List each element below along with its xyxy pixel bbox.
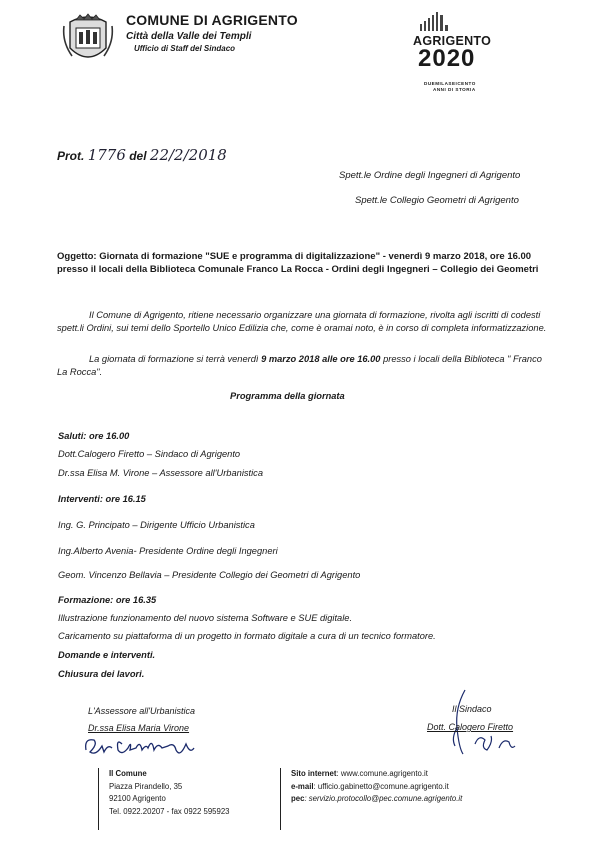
protocol-line: [57, 146, 227, 164]
footer-city: 92100 Agrigento: [109, 794, 166, 803]
p2-text-after: presso i locali della Biblioteca " Franco La Rocca".: [57, 354, 542, 377]
sindaco-role: Il Sindaco: [452, 704, 492, 714]
logo-tagline-2: ANNI DI STORIA: [433, 87, 476, 92]
footer-address: [98, 768, 259, 830]
addressee-2: Spett.le Collegio Geometri di Agrigento: [355, 195, 519, 206]
program-title: Programma della giornata: [230, 391, 345, 401]
footer-org: Il Comune: [109, 769, 147, 778]
footer-street: Piazza Pirandello, 35: [109, 781, 183, 791]
saluti-item-2: Dr.ssa Elisa M. Virone – Assessore all'Urbanistica: [58, 468, 264, 478]
formazione-item-2: Caricamento su piattaforma di un progetto in formato digitale a cura di un tecnico formatore.: [58, 631, 436, 641]
footer-email: [291, 781, 511, 794]
subject-line: Oggetto: Giornata di formazione "SUE e programma di digitalizzazione" - venerdì 9 marzo 2018, ore 16.00 presso il locali della Biblioteca Comunale Franco La Rocca - Ordini degli Ingegneri – Collegio dei Geometri: [57, 251, 539, 275]
body-paragraph-1: Il Comune di Agrigento, ritiene necessario organizzare una giornata di formazione, rivolta agli iscritti di codesti spett.li Ordini, sui temi dello Sportello Unico Edilizia che, come è oramai noto, è in corso di completa informatizzazione.: [57, 310, 547, 333]
footer-pec-link[interactable]: : servizio.protocollo@pec.comune.agrigento.it: [304, 794, 463, 803]
assessore-role: L'Assessore all'Urbanistica: [88, 706, 195, 716]
formazione-label: Formazione: ore 16.35: [58, 595, 157, 605]
domande-label: Domande e interventi.: [58, 650, 156, 660]
footer-phone: Tel. 0922.20207 - fax 0922 595923: [109, 806, 230, 816]
footer-site-label: Sito internet: [291, 769, 337, 778]
addressee-1: Spett.le Ordine degli Ingegneri di Agrigento: [339, 170, 521, 181]
footer-email-link[interactable]: : ufficio.gabinetto@comune.agrigento.it: [313, 781, 449, 791]
logo-tagline-1: DUEMILASEICENTO: [424, 81, 476, 86]
footer-site-link[interactable]: : www.comune.agrigento.it: [336, 769, 428, 778]
protocol-del-label: del: [129, 149, 147, 163]
interventi-item-3: Geom. Vincenzo Bellavia – Presidente Collegio dei Geometri di Agrigento: [58, 570, 361, 580]
coat-of-arms-icon: [62, 12, 114, 66]
p2-text-before: La giornata di formazione si terrà venerdì: [89, 354, 262, 364]
protocol-number: 1776: [87, 146, 126, 164]
logo-bars-icon: [420, 12, 450, 32]
logo-year: 2020: [418, 45, 476, 72]
sindaco-name: Dott. Calogero Firetto: [427, 722, 514, 732]
footer-pec: [291, 793, 511, 806]
body-paragraph-2: [57, 353, 547, 378]
chiusura-label: Chiusura dei lavori.: [58, 669, 145, 679]
footer-pec-label: pec: [291, 794, 305, 803]
protocol-label: Prot.: [57, 149, 85, 163]
assessore-name: Dr.ssa Elisa Maria Virone: [88, 723, 190, 733]
formazione-item-1: Illustrazione funzionamento del nuovo sistema Software e SUE digitale.: [58, 613, 353, 623]
saluti-item-1: Dott.Calogero Firetto – Sindaco di Agrigento: [58, 449, 241, 459]
footer-site: [291, 768, 511, 781]
footer-contacts: [280, 768, 511, 830]
interventi-item-1: Ing. G. Principato – Dirigente Ufficio Urbanistica: [58, 520, 255, 530]
interventi-item-2: Ing.Alberto Avenia- Presidente Ordine degli Ingegneri: [58, 546, 278, 556]
assessore-signature-icon: [82, 730, 212, 762]
header-office: Ufficio di Staff del Sindaco: [134, 44, 236, 53]
footer-email-label: e-mail: [291, 781, 314, 791]
saluti-label: Saluti: ore 16.00: [58, 431, 130, 441]
header-title: COMUNE DI AGRIGENTO: [126, 12, 298, 28]
p2-date-bold: 9 marzo 2018 alle ore 16.00: [261, 354, 381, 364]
header-subtitle: Città della Valle dei Templi: [126, 31, 252, 42]
logo-word: AGRIGENTO: [413, 34, 492, 48]
protocol-date: 22/2/2018: [149, 146, 227, 164]
interventi-label: Interventi: ore 16.15: [58, 494, 146, 504]
